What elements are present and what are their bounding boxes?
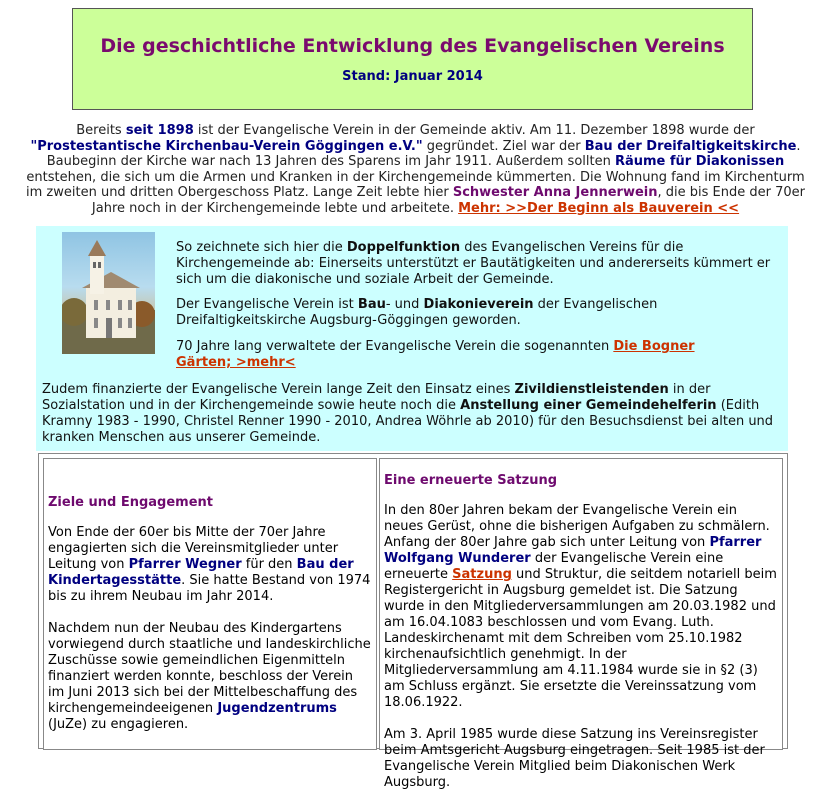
info-box xyxy=(36,226,788,451)
highlight: Doppelfunktion xyxy=(346,240,461,255)
satzung-link[interactable]: Satzung xyxy=(452,567,512,582)
intro-paragraph xyxy=(18,123,813,216)
text: Nachdem nun der Neubau des Kindergartens vorwiegend durch staatliche und landeskirchliche Zuschüsse sowie gemeindlichen Eigenmitteln finanziert werden konnte, beschloss der Verein im Juni 2013 sich bei der Mittelbeschaffung des kirchengemeindeeigenen xyxy=(48,621,371,716)
intro-highlight: Räume für Diakonissen xyxy=(614,154,785,169)
text: So zeichnete sich hier die xyxy=(176,240,347,255)
highlight: Bau xyxy=(357,297,386,312)
column-heading: Eine erneuerte Satzung xyxy=(384,473,558,488)
two-column-table xyxy=(38,453,788,790)
paragraph-bogner xyxy=(176,339,746,371)
text: In den 80er Jahren bekam der Evangelische Verein ein neues Gerüst, ohne die bisherigen Aufgaben zu schmälern. Anfang der 80er Jahre gab sich unter Leitung von xyxy=(384,503,770,550)
text: (JuZe) zu engagieren. xyxy=(48,717,189,732)
intro-highlight: seit 1898 xyxy=(125,123,194,138)
text: Von Ende der 60er bis Mitte der 70er Jahre engagierten sich die Vereinsmitglieder unter Leitung von xyxy=(48,525,339,572)
page-title: Die geschichtliche Entwicklung des Evangelischen Vereins xyxy=(100,35,725,57)
more-link-bauverein[interactable]: Mehr: >>Der Beginn als Bauverein << xyxy=(458,200,740,216)
church-image xyxy=(62,232,155,354)
text: der Evangelischen Dreifaltigkeitskirche Augsburg-Göggingen geworden. xyxy=(176,297,658,328)
intro-highlight: Bau der Dreifaltigkeitskirche xyxy=(584,138,797,154)
text: Der Evangelische Verein ist xyxy=(176,297,358,312)
title-box xyxy=(72,8,753,110)
intro-text: Bereits xyxy=(76,123,126,138)
paragraph-jugendzentrum xyxy=(48,621,372,733)
column-satzung xyxy=(379,458,783,790)
intro-text: . Baubeginn der Kirche war nach 13 Jahren des Sparens im Jahr 1911. Außerdem sollten xyxy=(46,138,801,169)
highlight: Zivildienstleistenden xyxy=(514,382,669,397)
highlight: Pfarrer Wolfgang Wunderer xyxy=(384,535,762,566)
column-heading: Ziele und Engagement xyxy=(48,495,214,510)
text: und Struktur, die seitdem notariell beim Registergericht in Augsburg gemeldet ist. Die Satzung wurde in den Mitgliederversammlungen am 20.03.1982 und am 16.04.1083 beschlossen und vom Evang. Luth. Landeskirchenamt mit dem Schreiben vom 25.10.1982 kirchenaufsichtlich genehmigt. In der Mitgliederversammlung am 4.11.1984 wurde sie in §2 (3) am Schluss ergänzt. Sie ersetzte die Vereinssatzung vom 18.06.1922. xyxy=(384,567,777,710)
text: (Edith Kramny 1983 - 1990, Christel Renner 1990 - 2010, Andrea Wöhrle ab 2010) für den Besuchsdienst bei alten und kranken Menschen aus unserer Gemeinde. xyxy=(42,398,774,445)
highlight: Anstellung einer Gemeindehelferin xyxy=(460,398,717,413)
church-icon xyxy=(62,232,155,354)
paragraph-satzung xyxy=(384,503,778,711)
text: - und xyxy=(385,297,424,312)
paragraph-bauverein xyxy=(176,297,776,329)
highlight: Jugendzentrums xyxy=(217,701,337,716)
text: . Sie hatte Bestand von 1974 bis zu ihrem Neubau im Jahr 2014. xyxy=(48,573,371,604)
intro-highlight: "Prostestantische Kirchenbau-Verein Göggingen e.V." xyxy=(30,138,423,154)
bogner-gaerten-link[interactable]: Die Bogner Gärten; >mehr< xyxy=(176,339,695,370)
intro-highlight: Schwester Anna Jennerwein xyxy=(452,185,658,200)
text: für den xyxy=(241,557,297,572)
highlight: Pfarrer Wegner xyxy=(128,557,242,572)
intro-text: ist der Evangelische Verein in der Gemeinde aktiv. Am 11. Dezember 1898 wurde der xyxy=(193,123,755,138)
text: 70 Jahre lang verwaltete der Evangelische Verein die sogenannten xyxy=(176,339,614,354)
intro-text: gegründet. Ziel war der xyxy=(422,138,585,154)
intro-text: entstehen, die sich um die Armen und Kranken in der Kirchengemeinde kümmerten. Die Wohnung fand im Kirchenturm im zweiten und dritten Obergeschoss Platz. Lange Zeit lebte hier xyxy=(26,169,805,200)
highlight: Bau der Kindertagesstätte xyxy=(48,557,354,588)
paragraph-doppelfunktion xyxy=(176,240,776,288)
paragraph-zivildienst xyxy=(42,382,787,446)
highlight: Diakonieverein xyxy=(423,297,534,312)
column-ziele xyxy=(43,458,377,750)
text: Zudem finanzierte der Evangelische Verein lange Zeit den Einsatz eines xyxy=(42,382,515,397)
text: der Evangelische Verein eine erneuerte xyxy=(384,551,724,582)
intro-text: , die bis Ende der 70er Jahre noch in der Kirchengemeinde lebte und arbeitete. xyxy=(91,185,805,216)
paragraph-kita xyxy=(48,525,372,605)
text: in der Sozialstation und in der Kirchengemeinde sowie heute noch die xyxy=(42,382,711,413)
status-date: Stand: Januar 2014 xyxy=(342,69,483,84)
text: des Evangelischen Vereins für die Kirchengemeinde ab: Einerseits unterstützt er Bautätigkeiten und andererseits kümmert er sich um die diakonische und soziale Arbeit der Gemeinde. xyxy=(176,240,771,287)
paragraph-vereinsregister: Am 3. April 1985 wurde diese Satzung ins Vereinsregister beim Amtsgericht Augsburg eingetragen. Seit 1985 ist der Evangelische Verein Mitglied beim Diakonischen Werk Augsburg. xyxy=(384,727,765,790)
